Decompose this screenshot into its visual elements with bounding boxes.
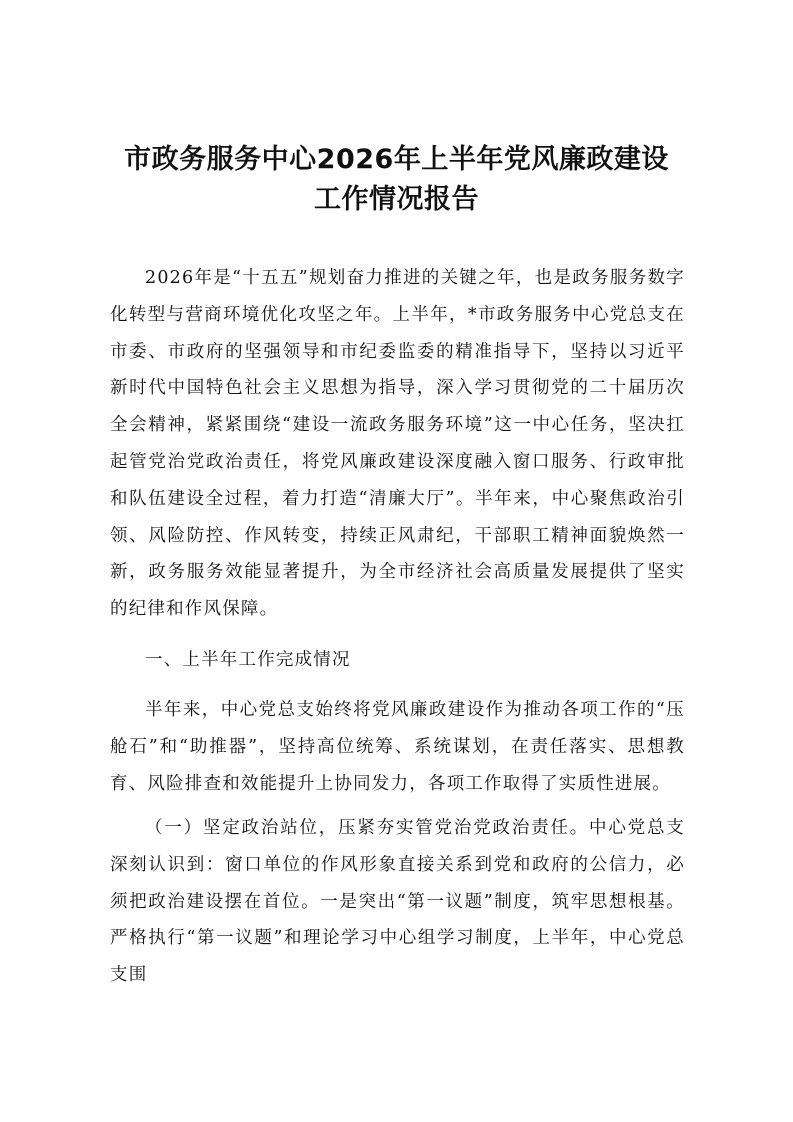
summary-paragraph: 半年来，中心党总支始终将党风廉政建设作为推动各项工作的“压舱石”和“助推器”，坚持高位统筹、系统谋划，在责任落实、思想教育、风险排查和效能提升上协同发力，各项工作取得了实质性进展。 — [110, 700, 685, 794]
subsection-paragraph: （一）坚定政治站位，压紧夯实管党治党政治责任。中心党总支深刻认识到：窗口单位的作风形象直接关系到党和政府的公信力，必须把政治建设摆在首位。一是突出“第一议题”制度，筑牢思想根基。严格执行“第一议题”和理论学习中心组学习制度，上半年，中心党总支围 — [110, 818, 685, 986]
intro-paragraph: 2026年是“十五五”规划奋力推进的关键之年，也是政务服务数字化转型与营商环境优化攻坚之年。上半年，*市政务服务中心党总支在市委、市政府的坚强领导和市纪委监委的精准指导下，坚持以习近平新时代中国特色社会主义思想为指导，深入学习贯彻党的二十届历次全会精神，紧紧围绕“建设一流政务服务环境”这一中心任务，坚决扛起管党治党政治责任，将党风廉政建设深度融入窗口服务、行政审批和队伍建设全过程，着力打造“清廉大厅”。半年来，中心聚焦政治引领、风险防控、作风转变，持续正风肃纪，干部职工精神面貌焕然一新，政务服务效能显著提升，为全市经济社会高质量发展提供了坚实的纪律和作风保障。 — [110, 268, 685, 620]
section-heading: 一、上半年工作完成情况 — [145, 650, 351, 670]
document-title-line1: 市政务服务中心2026年上半年党风廉政建设 — [124, 144, 669, 175]
document-title-line2: 工作情况报告 — [314, 184, 479, 215]
